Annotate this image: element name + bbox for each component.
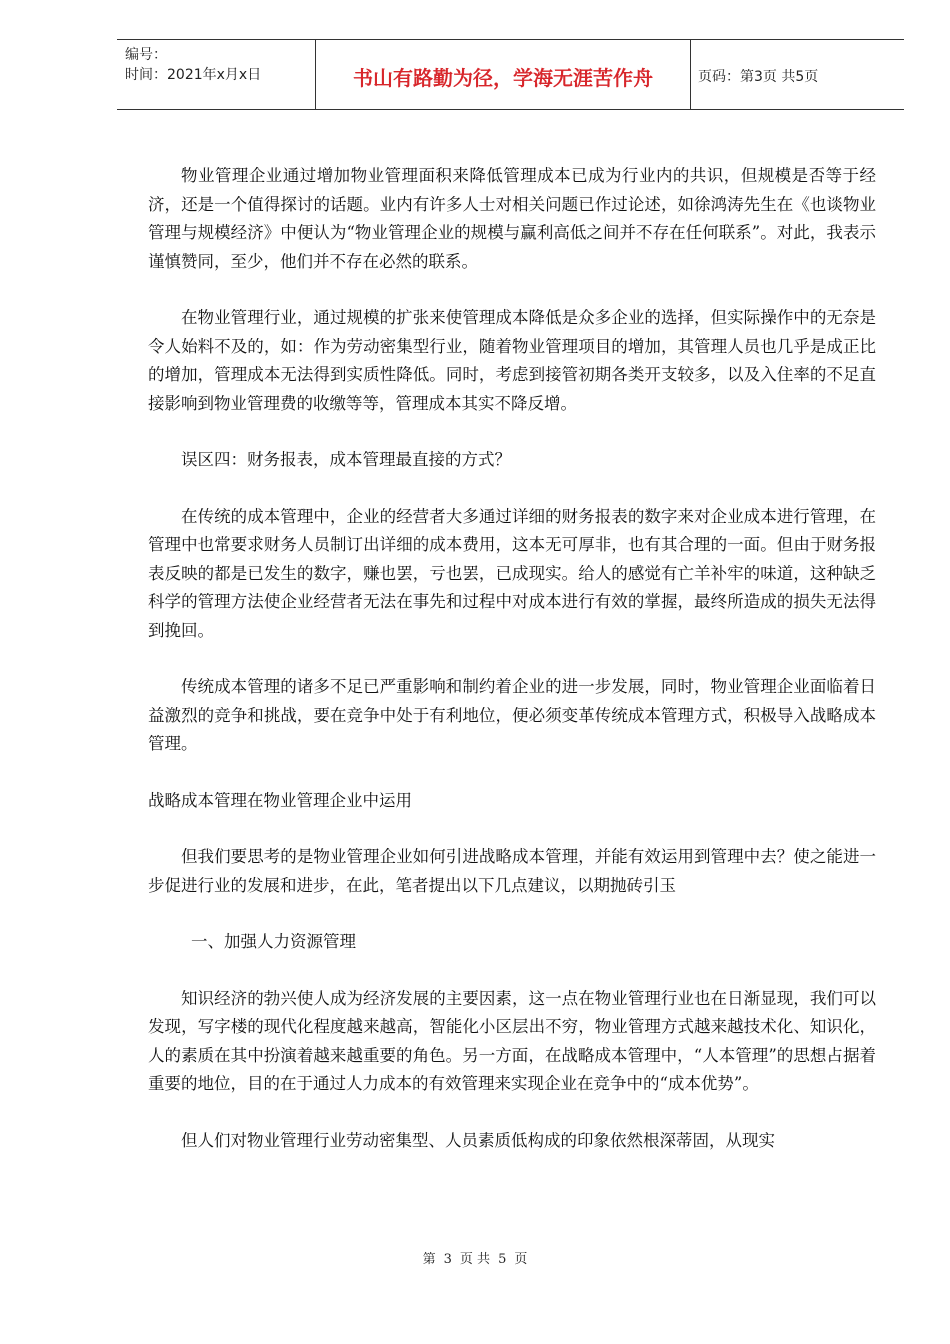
body-paragraph: 在物业管理行业，通过规模的扩张来使管理成本降低是众多企业的选择，但实际操作中的无奈是令人始料不及的，如：作为劳动密集型行业，随着物业管理项目的增加，其管理人员也几乎是成正比的增加，管理成本无法得到实质性降低。同时，考虑到接管初期各类开支较多，以及入住率的不足直接影响到物业管理费的收缴等等，管理成本其实不降反增。	[148, 308, 876, 413]
header-page-cell	[690, 40, 904, 109]
footer-middle: 页 共	[459, 1252, 491, 1267]
body-paragraph: 物业管理企业通过增加物业管理面积来降低管理成本已成为行业内的共识，但规模是否等于经济，还是一个值得探讨的话题。业内有许多人士对相关问题已作过论述，如徐鸿涛先生在《也谈物业管理与规模经济》中便认为“物业管理企业的规模与赢利高低之间并不存在任何联系”。对此，我表示谨慎赞同，至少，他们并不存在必然的联系。	[148, 166, 876, 271]
footer-total-pages: 5	[498, 1252, 507, 1267]
subsection-heading: 一、加强人力资源管理	[191, 932, 356, 951]
section-heading: 误区四：财务报表，成本管理最直接的方式？	[181, 450, 511, 469]
document-header	[117, 39, 904, 110]
header-meta-cell	[117, 40, 315, 109]
body-paragraph: 传统成本管理的诸多不足已严重影响和制约着企业的进一步发展，同时，物业管理企业面临着日益激烈的竞争和挑战，要在竞争中处于有利地位，便必须变革传统成本管理方式，积极导入战略成本管理。	[148, 677, 876, 753]
body-paragraph: 在传统的成本管理中，企业的经营者大多通过详细的财务报表的数字来对企业成本进行管理，在管理中也常要求财务人员制订出详细的成本费用，这本无可厚非，也有其合理的一面。但由于财务报表反映的都是已发生的数字，赚也罢，亏也罢，已成现实。给人的感觉有亡羊补牢的味道，这种缺乏科学的管理方法使企业经营者无法在事先和过程中对成本进行有效的掌握，最终所造成的损失无法得到挽回。	[148, 506, 876, 640]
footer-suffix: 页	[514, 1252, 528, 1267]
footer-prefix: 第	[422, 1252, 436, 1267]
section-heading: 战略成本管理在物业管理企业中运用	[148, 790, 412, 810]
document-body	[148, 162, 876, 1183]
header-motto: 书山有路勤为径，学海无涯苦作舟	[353, 66, 653, 90]
body-paragraph: 但我们要思考的是物业管理企业如何引进战略成本管理，并能有效运用到管理中去？使之能进一步促进行业的发展和进步，在此，笔者提出以下几点建议，以期抛砖引玉	[148, 847, 876, 895]
document-time-label: 时间：2021年x月x日	[125, 67, 262, 83]
footer-page-number: 3	[443, 1252, 452, 1267]
page-footer	[0, 1248, 950, 1267]
header-motto-cell	[315, 40, 691, 109]
header-page-label: 页码：第3页 共5页	[698, 69, 819, 85]
body-paragraph: 但人们对物业管理行业劳动密集型、人员素质低构成的印象依然根深蒂固，从现实	[181, 1130, 775, 1150]
document-number-label: 编号：	[125, 47, 167, 63]
body-paragraph: 知识经济的勃兴使人成为经济发展的主要因素，这一点在物业管理行业也在日渐显现，我们可以发现，写字楼的现代化程度越来越高，智能化小区层出不穷，物业管理方式越来越技术化、知识化，人的素质在其中扮演着越来越重要的角色。另一方面，在战略成本管理中，“人本管理”的思想占据着重要的地位，目的在于通过人力成本的有效管理来实现企业在竞争中的“成本优势”。	[148, 988, 876, 1093]
